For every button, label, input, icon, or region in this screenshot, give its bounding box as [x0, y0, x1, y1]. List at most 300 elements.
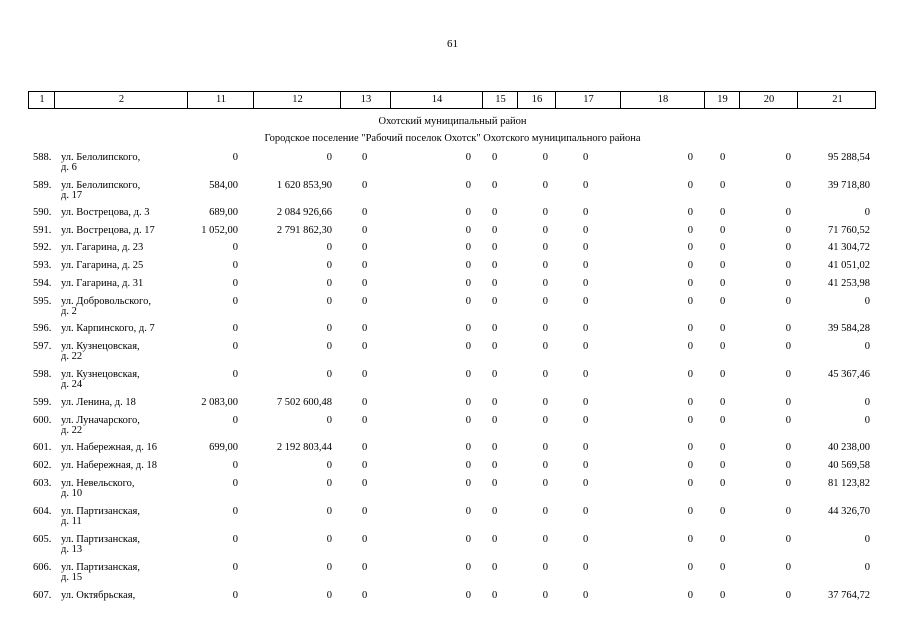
- cell-c15: 0: [492, 369, 498, 380]
- cell-c13: 0: [362, 242, 368, 253]
- cell-c12: 0: [326, 415, 332, 426]
- row-number: 588.: [33, 152, 52, 163]
- cell-c18: 0: [687, 242, 693, 253]
- row-number: 600.: [33, 415, 52, 426]
- header-separator: [517, 92, 518, 108]
- cell-c13: 0: [362, 180, 368, 191]
- header-col-13: 13: [360, 94, 372, 105]
- cell-c15: 0: [492, 207, 498, 218]
- cell-c17: 0: [583, 506, 589, 517]
- cell-c12: 0: [326, 278, 332, 289]
- address-line-2: д. 13: [61, 544, 83, 555]
- row-number: 596.: [33, 323, 52, 334]
- header-col-14: 14: [431, 94, 443, 105]
- cell-c14: 0: [465, 341, 471, 352]
- cell-c20: 0: [785, 369, 791, 380]
- cell-c19: 0: [720, 534, 726, 545]
- cell-c15: 0: [492, 278, 498, 289]
- cell-c15: 0: [492, 341, 498, 352]
- row-number: 592.: [33, 242, 52, 253]
- address-line-2: д. 22: [61, 425, 83, 436]
- cell-c13: 0: [362, 207, 368, 218]
- cell-c19: 0: [720, 369, 726, 380]
- table-row: [0, 562, 905, 583]
- cell-c12: 0: [326, 323, 332, 334]
- cell-c17: 0: [583, 478, 589, 489]
- table-row: [0, 278, 905, 296]
- cell-c18: 0: [687, 442, 693, 453]
- cell-c21: 95 288,54: [828, 152, 870, 163]
- cell-c12: 0: [326, 562, 332, 573]
- header-separator: [187, 92, 188, 108]
- cell-c12: 0: [326, 152, 332, 163]
- cell-c12: 0: [326, 260, 332, 271]
- cell-c16: 0: [542, 460, 548, 471]
- address-line-1: ул. Добровольского,: [61, 296, 151, 307]
- table-row: [0, 590, 905, 608]
- row-number: 598.: [33, 369, 52, 380]
- cell-c11: 699,00: [209, 442, 238, 453]
- cell-c19: 0: [720, 562, 726, 573]
- cell-c20: 0: [785, 397, 791, 408]
- cell-c18: 0: [687, 323, 693, 334]
- cell-c16: 0: [542, 341, 548, 352]
- cell-c19: 0: [720, 341, 726, 352]
- address-line-2: д. 6: [61, 162, 77, 173]
- header-col-11: 11: [215, 94, 227, 105]
- header-separator: [482, 92, 483, 108]
- cell-c14: 0: [465, 207, 471, 218]
- cell-c18: 0: [687, 278, 693, 289]
- cell-c11: 0: [232, 506, 238, 517]
- address-line-2: д. 11: [61, 516, 82, 527]
- cell-c13: 0: [362, 442, 368, 453]
- cell-c11: 0: [232, 369, 238, 380]
- address-line-1: ул. Карпинского, д. 7: [61, 323, 155, 334]
- cell-c11: 0: [232, 260, 238, 271]
- address-line-1: ул. Гагарина, д. 31: [61, 278, 144, 289]
- cell-c11: 0: [232, 534, 238, 545]
- cell-c18: 0: [687, 534, 693, 545]
- cell-c21: 0: [864, 341, 870, 352]
- address-line-2: д. 10: [61, 488, 83, 499]
- cell-c19: 0: [720, 278, 726, 289]
- cell-c16: 0: [542, 562, 548, 573]
- header-separator: [739, 92, 740, 108]
- cell-c12: 7 502 600,48: [276, 397, 332, 408]
- cell-c15: 0: [492, 296, 498, 307]
- cell-c16: 0: [542, 397, 548, 408]
- cell-c18: 0: [687, 369, 693, 380]
- header-col-16: 16: [531, 94, 543, 105]
- cell-c14: 0: [465, 152, 471, 163]
- cell-c15: 0: [492, 478, 498, 489]
- cell-c16: 0: [542, 242, 548, 253]
- cell-c21: 39 584,28: [828, 323, 870, 334]
- cell-c18: 0: [687, 397, 693, 408]
- cell-c15: 0: [492, 562, 498, 573]
- table-row: [0, 460, 905, 478]
- table-row: [0, 534, 905, 555]
- address-line-1: ул. Партизанская,: [61, 562, 140, 573]
- table-row: [0, 415, 905, 436]
- cell-c16: 0: [542, 442, 548, 453]
- cell-c12: 0: [326, 296, 332, 307]
- cell-c13: 0: [362, 478, 368, 489]
- header-separator: [620, 92, 621, 108]
- cell-c12: 0: [326, 242, 332, 253]
- table-header: [28, 91, 876, 109]
- address-line-1: ул. Набережная, д. 16: [61, 442, 158, 453]
- cell-c16: 0: [542, 369, 548, 380]
- cell-c16: 0: [542, 534, 548, 545]
- cell-c13: 0: [362, 341, 368, 352]
- cell-c21: 37 764,72: [828, 590, 870, 601]
- address-line-2: д. 17: [61, 190, 83, 201]
- address-line-1: ул. Партизанская,: [61, 534, 140, 545]
- cell-c17: 0: [583, 180, 589, 191]
- header-separator: [340, 92, 341, 108]
- cell-c18: 0: [687, 260, 693, 271]
- header-col-15: 15: [495, 94, 506, 105]
- cell-c19: 0: [720, 180, 726, 191]
- cell-c18: 0: [687, 296, 693, 307]
- cell-c18: 0: [687, 415, 693, 426]
- address-line-1: ул. Кузнецовская,: [61, 369, 140, 380]
- cell-c13: 0: [362, 369, 368, 380]
- cell-c19: 0: [720, 225, 726, 236]
- cell-c15: 0: [492, 415, 498, 426]
- cell-c15: 0: [492, 225, 498, 236]
- cell-c18: 0: [687, 506, 693, 517]
- cell-c17: 0: [583, 260, 589, 271]
- cell-c20: 0: [785, 460, 791, 471]
- cell-c14: 0: [465, 534, 471, 545]
- cell-c20: 0: [785, 207, 791, 218]
- row-number: 594.: [33, 278, 52, 289]
- cell-c11: 0: [232, 562, 238, 573]
- address-line-2: д. 15: [61, 572, 83, 583]
- cell-c12: 2 192 803,44: [276, 442, 332, 453]
- settlement-title: Городское поселение "Рабочий поселок Охотск" Охотского муниципального района: [264, 133, 641, 144]
- cell-c14: 0: [465, 562, 471, 573]
- cell-c13: 0: [362, 260, 368, 271]
- cell-c14: 0: [465, 478, 471, 489]
- row-number: 591.: [33, 225, 52, 236]
- cell-c21: 39 718,80: [828, 180, 870, 191]
- row-number: 602.: [33, 460, 52, 471]
- cell-c19: 0: [720, 207, 726, 218]
- cell-c18: 0: [687, 460, 693, 471]
- cell-c17: 0: [583, 442, 589, 453]
- cell-c12: 1 620 853,90: [276, 180, 332, 191]
- cell-c17: 0: [583, 341, 589, 352]
- cell-c11: 0: [232, 590, 238, 601]
- cell-c18: 0: [687, 225, 693, 236]
- cell-c15: 0: [492, 590, 498, 601]
- header-separator: [54, 92, 55, 108]
- table-row: [0, 225, 905, 243]
- cell-c14: 0: [465, 278, 471, 289]
- address-line-1: ул. Вострецова, д. 3: [61, 207, 150, 218]
- cell-c18: 0: [687, 562, 693, 573]
- cell-c19: 0: [720, 478, 726, 489]
- table-row: [0, 152, 905, 173]
- cell-c20: 0: [785, 242, 791, 253]
- cell-c16: 0: [542, 207, 548, 218]
- cell-c11: 689,00: [209, 207, 238, 218]
- cell-c14: 0: [465, 369, 471, 380]
- cell-c14: 0: [465, 590, 471, 601]
- cell-c20: 0: [785, 180, 791, 191]
- cell-c14: 0: [465, 323, 471, 334]
- address-line-1: ул. Белолипского,: [61, 180, 141, 191]
- row-number: 595.: [33, 296, 52, 307]
- table-row: [0, 296, 905, 317]
- cell-c20: 0: [785, 323, 791, 334]
- cell-c11: 0: [232, 242, 238, 253]
- cell-c11: 0: [232, 323, 238, 334]
- address-line-1: ул. Октябрьская,: [61, 590, 136, 601]
- cell-c13: 0: [362, 278, 368, 289]
- cell-c16: 0: [542, 225, 548, 236]
- cell-c17: 0: [583, 225, 589, 236]
- cell-c13: 0: [362, 460, 368, 471]
- cell-c14: 0: [465, 460, 471, 471]
- table-row: [0, 397, 905, 415]
- cell-c13: 0: [362, 296, 368, 307]
- header-separator: [797, 92, 798, 108]
- cell-c17: 0: [583, 242, 589, 253]
- table-row: [0, 242, 905, 260]
- cell-c19: 0: [720, 460, 726, 471]
- cell-c11: 0: [232, 460, 238, 471]
- cell-c11: 0: [232, 415, 238, 426]
- cell-c15: 0: [492, 242, 498, 253]
- table-row: [0, 341, 905, 362]
- table-row: [0, 260, 905, 278]
- cell-c14: 0: [465, 242, 471, 253]
- cell-c16: 0: [542, 323, 548, 334]
- cell-c17: 0: [583, 296, 589, 307]
- cell-c13: 0: [362, 534, 368, 545]
- cell-c21: 0: [864, 296, 870, 307]
- cell-c12: 0: [326, 460, 332, 471]
- row-number: 601.: [33, 442, 52, 453]
- row-number: 605.: [33, 534, 52, 545]
- cell-c11: 0: [232, 478, 238, 489]
- address-line-1: ул. Белолипского,: [61, 152, 141, 163]
- address-line-1: ул. Вострецова, д. 17: [61, 225, 155, 236]
- cell-c18: 0: [687, 152, 693, 163]
- table-row: [0, 442, 905, 460]
- row-number: 590.: [33, 207, 52, 218]
- header-col-21: 21: [832, 94, 843, 105]
- header-separator: [253, 92, 254, 108]
- cell-c17: 0: [583, 397, 589, 408]
- cell-c11: 0: [232, 296, 238, 307]
- cell-c17: 0: [583, 562, 589, 573]
- cell-c20: 0: [785, 152, 791, 163]
- cell-c17: 0: [583, 534, 589, 545]
- header-col-1: 1: [39, 94, 45, 105]
- address-line-1: ул. Набережная, д. 18: [61, 460, 158, 471]
- cell-c15: 0: [492, 260, 498, 271]
- cell-c11: 2 083,00: [201, 397, 238, 408]
- row-number: 589.: [33, 180, 52, 191]
- cell-c13: 0: [362, 415, 368, 426]
- header-col-17: 17: [583, 94, 594, 105]
- cell-c18: 0: [687, 180, 693, 191]
- cell-c19: 0: [720, 296, 726, 307]
- row-number: 603.: [33, 478, 52, 489]
- cell-c11: 1 052,00: [201, 225, 238, 236]
- cell-c21: 0: [864, 562, 870, 573]
- cell-c12: 0: [326, 534, 332, 545]
- cell-c16: 0: [542, 152, 548, 163]
- region-title: Охотский муниципальный район: [378, 116, 527, 127]
- row-number: 597.: [33, 341, 52, 352]
- cell-c17: 0: [583, 152, 589, 163]
- cell-c20: 0: [785, 590, 791, 601]
- cell-c16: 0: [542, 478, 548, 489]
- cell-c12: 2 084 926,66: [276, 207, 332, 218]
- cell-c20: 0: [785, 341, 791, 352]
- cell-c13: 0: [362, 152, 368, 163]
- row-number: 599.: [33, 397, 52, 408]
- cell-c16: 0: [542, 278, 548, 289]
- cell-c20: 0: [785, 296, 791, 307]
- table-row: [0, 323, 905, 341]
- table-row: [0, 180, 905, 201]
- cell-c15: 0: [492, 180, 498, 191]
- header-separator: [704, 92, 705, 108]
- cell-c16: 0: [542, 506, 548, 517]
- row-number: 604.: [33, 506, 52, 517]
- cell-c17: 0: [583, 323, 589, 334]
- cell-c16: 0: [542, 590, 548, 601]
- cell-c21: 44 326,70: [828, 506, 870, 517]
- cell-c19: 0: [720, 415, 726, 426]
- address-line-1: ул. Ленина, д. 18: [61, 397, 136, 408]
- cell-c18: 0: [687, 590, 693, 601]
- cell-c14: 0: [465, 506, 471, 517]
- cell-c15: 0: [492, 506, 498, 517]
- address-line-1: ул. Кузнецовская,: [61, 341, 140, 352]
- cell-c16: 0: [542, 180, 548, 191]
- cell-c19: 0: [720, 590, 726, 601]
- cell-c21: 71 760,52: [828, 225, 870, 236]
- cell-c21: 0: [864, 415, 870, 426]
- cell-c14: 0: [465, 260, 471, 271]
- cell-c12: 0: [326, 369, 332, 380]
- cell-c17: 0: [583, 590, 589, 601]
- cell-c21: 40 238,00: [828, 442, 870, 453]
- cell-c13: 0: [362, 506, 368, 517]
- cell-c13: 0: [362, 397, 368, 408]
- table-row: [0, 478, 905, 499]
- header-col-19: 19: [717, 94, 728, 105]
- cell-c21: 0: [864, 207, 870, 218]
- cell-c14: 0: [465, 180, 471, 191]
- table-row: [0, 369, 905, 390]
- cell-c12: 0: [326, 590, 332, 601]
- cell-c17: 0: [583, 415, 589, 426]
- cell-c20: 0: [785, 562, 791, 573]
- address-line-1: ул. Гагарина, д. 23: [61, 242, 144, 253]
- header-separator: [555, 92, 556, 108]
- header-col-12: 12: [292, 94, 303, 105]
- address-line-2: д. 2: [61, 306, 77, 317]
- cell-c12: 0: [326, 478, 332, 489]
- address-line-2: д. 24: [61, 379, 83, 390]
- cell-c20: 0: [785, 442, 791, 453]
- cell-c21: 45 367,46: [828, 369, 870, 380]
- row-number: 593.: [33, 260, 52, 271]
- cell-c15: 0: [492, 442, 498, 453]
- cell-c21: 81 123,82: [828, 478, 870, 489]
- cell-c18: 0: [687, 341, 693, 352]
- cell-c17: 0: [583, 278, 589, 289]
- header-col-18: 18: [657, 94, 669, 105]
- cell-c13: 0: [362, 562, 368, 573]
- cell-c21: 41 051,02: [828, 260, 870, 271]
- cell-c20: 0: [785, 260, 791, 271]
- cell-c20: 0: [785, 534, 791, 545]
- cell-c13: 0: [362, 225, 368, 236]
- header-separator: [390, 92, 391, 108]
- cell-c21: 0: [864, 534, 870, 545]
- cell-c11: 584,00: [209, 180, 238, 191]
- cell-c21: 40 569,58: [828, 460, 870, 471]
- cell-c21: 0: [864, 397, 870, 408]
- table-row: [0, 506, 905, 527]
- cell-c15: 0: [492, 534, 498, 545]
- address-line-1: ул. Партизанская,: [61, 506, 140, 517]
- address-line-1: ул. Гагарина, д. 25: [61, 260, 144, 271]
- cell-c16: 0: [542, 415, 548, 426]
- cell-c17: 0: [583, 207, 589, 218]
- cell-c15: 0: [492, 460, 498, 471]
- cell-c15: 0: [492, 323, 498, 334]
- cell-c15: 0: [492, 152, 498, 163]
- cell-c20: 0: [785, 278, 791, 289]
- cell-c12: 0: [326, 341, 332, 352]
- cell-c12: 2 791 862,30: [276, 225, 332, 236]
- cell-c19: 0: [720, 397, 726, 408]
- cell-c14: 0: [465, 225, 471, 236]
- cell-c11: 0: [232, 341, 238, 352]
- cell-c19: 0: [720, 323, 726, 334]
- cell-c21: 41 253,98: [828, 278, 870, 289]
- cell-c17: 0: [583, 369, 589, 380]
- cell-c16: 0: [542, 296, 548, 307]
- header-col-20: 20: [763, 94, 775, 105]
- cell-c18: 0: [687, 207, 693, 218]
- cell-c19: 0: [720, 152, 726, 163]
- cell-c13: 0: [362, 323, 368, 334]
- cell-c20: 0: [785, 506, 791, 517]
- cell-c12: 0: [326, 506, 332, 517]
- table-row: [0, 207, 905, 225]
- cell-c15: 0: [492, 397, 498, 408]
- cell-c16: 0: [542, 260, 548, 271]
- address-line-1: ул. Луначарского,: [61, 415, 140, 426]
- cell-c20: 0: [785, 478, 791, 489]
- cell-c19: 0: [720, 442, 726, 453]
- row-number: 606.: [33, 562, 52, 573]
- cell-c17: 0: [583, 460, 589, 471]
